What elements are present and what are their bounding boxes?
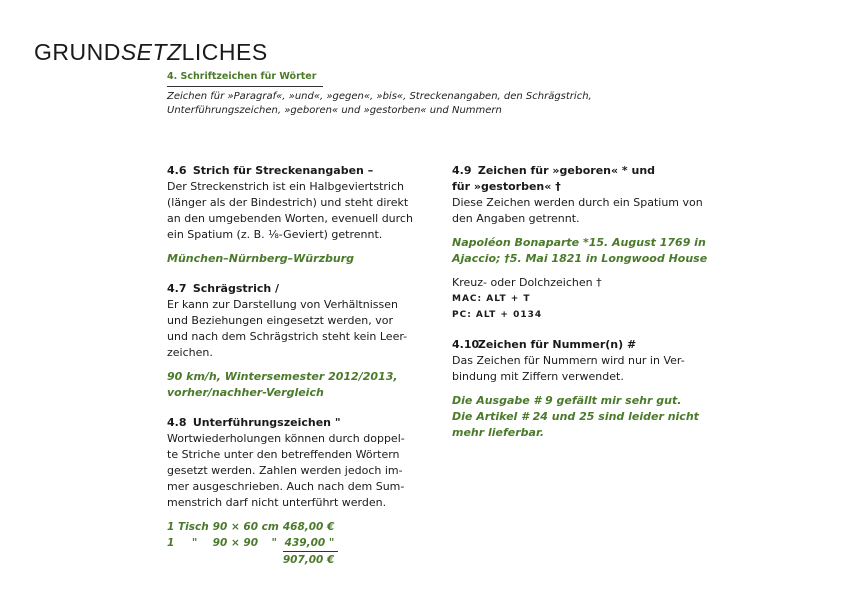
section-number: 4.8: [167, 416, 187, 429]
section-body: [452, 195, 727, 227]
title-italic-part: SETZ: [120, 39, 182, 65]
chapter-heading: 4. Schriftzeichen für Wörter: [167, 70, 323, 87]
section-body: [167, 179, 432, 243]
calc-cell: ": [191, 537, 198, 550]
example-text: München–Nürnberg–Würzburg: [167, 252, 354, 265]
body-line: menstrich darf nicht unterführt werden.: [167, 496, 387, 509]
right-column: [452, 163, 727, 455]
chapter-description-line: Zeichen für »Paragraf«, »und«, »gegen«, »bis«, Streckenangaben, den Schrägstrich,: [167, 91, 592, 102]
calc-row: [167, 519, 338, 535]
calc-cell: ": [271, 537, 277, 550]
mac-shortcut: MAC: ALT + T: [452, 294, 531, 304]
section-heading: [167, 281, 432, 297]
section-title: für »gestorben« †: [452, 180, 561, 193]
body-line: Diese Zeichen werden durch ein Spatium von: [452, 196, 703, 209]
body-line: bindung mit Ziffern verwendet.: [452, 370, 624, 383]
section-title: Zeichen für »geboren« * und: [477, 164, 656, 177]
body-line: den Angaben getrennt.: [452, 212, 580, 225]
example-text: [452, 393, 727, 441]
pc-shortcut: PC: ALT + 0134: [452, 310, 543, 320]
section-body: [167, 431, 432, 511]
body-line: Das Zeichen für Nummern wird nur in Ver-: [452, 354, 685, 367]
section-body: [167, 297, 432, 361]
example-line: 90 km/h, Wintersemester 2012/2013,: [167, 370, 398, 383]
section-heading: [167, 415, 432, 431]
calc-row: [167, 535, 338, 552]
chapter-description-line: Unterführungszeichen, »geboren« und »gestorben« und Nummern: [167, 105, 502, 116]
chapter-description: [167, 90, 592, 118]
section-title: Zeichen für Nummer(n) #: [477, 338, 637, 351]
example-line: Die Ausgabe # 9 gefällt mir sehr gut.: [452, 394, 682, 407]
example-line: Ajaccio; †5. Mai 1821 in Longwood House: [452, 252, 708, 265]
calc-cell: 1 Tisch: [167, 521, 209, 533]
title-part-2: LICHES: [181, 39, 268, 65]
dagger-title: Kreuz- oder Dolchzeichen †: [452, 276, 602, 289]
calculation-example: [167, 519, 338, 568]
section-4-8: [167, 415, 432, 568]
body-line: ein Spatium (z. B. ⅛-Geviert) getrennt.: [167, 228, 383, 241]
body-line: te Striche unter den betreffenden Wörtern: [167, 448, 400, 461]
body-line: und nach dem Schrägstrich steht kein Leer-: [167, 330, 408, 343]
section-4-9: [452, 163, 727, 323]
example-line: vorher/nachher-Vergleich: [167, 386, 324, 399]
body-line: und Beziehungen eingesetzt werden, vor: [167, 314, 393, 327]
calc-cell: 90 × 90: [212, 537, 259, 550]
example-text: [167, 369, 432, 401]
section-number: 4.7: [167, 282, 187, 295]
calc-total-row: [167, 552, 338, 569]
section-title: Strich für Streckenangaben –: [192, 164, 374, 177]
section-number: 4.9: [452, 164, 472, 177]
section-4-10: [452, 337, 727, 441]
page-title: [34, 38, 268, 66]
calc-total: 907,00 €: [282, 554, 335, 566]
calc-cell: 1: [167, 537, 175, 550]
title-part-1: GRUND: [34, 39, 121, 65]
body-line: Wortwiederholungen können durch doppel-: [167, 432, 405, 445]
section-4-7: [167, 281, 432, 401]
section-body: [452, 353, 727, 385]
body-line: zeichen.: [167, 346, 213, 359]
body-line: (länger als der Bindestrich) und steht direkt: [167, 196, 409, 209]
body-line: gesetzt werden. Zahlen werden jedoch im-: [167, 464, 403, 477]
example-line: Napoléon Bonaparte *15. August 1769 in: [452, 236, 706, 249]
example-line: Die Artikel # 24 und 25 sind leider nicht: [452, 410, 699, 423]
body-line: mer ausgeschrieben. Auch nach dem Sum-: [167, 480, 405, 493]
body-line: Er kann zur Darstellung von Verhältnissen: [167, 298, 398, 311]
section-number: 4.10: [452, 338, 480, 351]
section-title: Schrägstrich /: [192, 282, 280, 295]
section-heading: [452, 163, 727, 195]
example-text: [452, 235, 727, 267]
example-line: mehr lieferbar.: [452, 426, 545, 439]
section-number: 4.6: [167, 164, 187, 177]
body-line: an den umgebenden Worten, evenuell durch: [167, 212, 413, 225]
calc-cell: 90 × 60 cm: [212, 521, 279, 533]
body-line: Der Streckenstrich ist ein Halbgeviertstrich: [167, 180, 405, 193]
section-title: Unterführungszeichen ": [192, 416, 341, 429]
left-column: [167, 163, 432, 582]
calc-cell: 439,00 ": [283, 535, 338, 552]
section-heading: [452, 337, 727, 353]
section-heading: [167, 163, 432, 179]
section-4-6: [167, 163, 432, 267]
calc-cell: 468,00 €: [282, 521, 335, 533]
